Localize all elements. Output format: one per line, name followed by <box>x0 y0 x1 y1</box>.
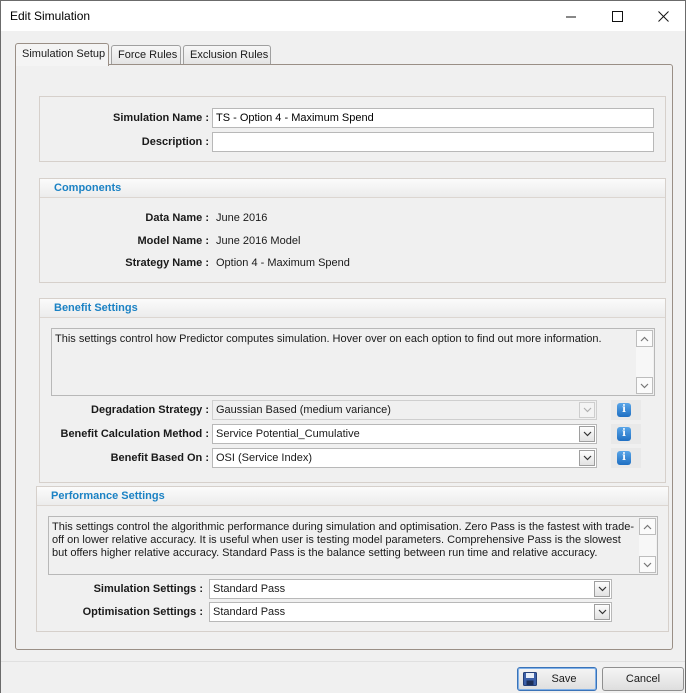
components-heading: Components <box>54 182 122 194</box>
dropdown-button[interactable] <box>579 426 595 442</box>
performance-settings-group <box>36 486 669 632</box>
scroll-up-icon <box>640 336 649 342</box>
benefit-settings-group <box>39 298 666 483</box>
chevron-down-icon <box>598 609 607 615</box>
benefit-settings-header <box>40 299 665 318</box>
degradation-strategy-label: Degradation Strategy : <box>91 404 209 416</box>
dropdown-button[interactable] <box>594 581 610 597</box>
benefit-settings-heading: Benefit Settings <box>54 302 138 314</box>
degradation-strategy-value: Gaussian Based (medium variance) <box>216 404 391 416</box>
optimisation-settings-select[interactable] <box>209 602 612 622</box>
tab-force-rules[interactable]: Force Rules <box>111 45 181 65</box>
model-name-label: Model Name : <box>137 235 209 247</box>
strategy-name-label: Strategy Name : <box>125 257 209 269</box>
maximize-button[interactable] <box>594 1 640 31</box>
benefit-help-text[interactable] <box>51 328 655 396</box>
info-icon[interactable]: i <box>617 403 631 417</box>
performance-settings-header <box>37 487 668 506</box>
performance-settings-heading: Performance Settings <box>51 490 165 502</box>
simulation-settings-value: Standard Pass <box>213 583 286 595</box>
save-button[interactable] <box>517 667 597 691</box>
data-name-label: Data Name : <box>145 212 209 224</box>
chevron-down-icon <box>583 407 592 413</box>
title-bar <box>1 1 685 31</box>
benefit-calculation-method-label: Benefit Calculation Method : <box>60 428 209 440</box>
optimisation-settings-value: Standard Pass <box>213 606 286 618</box>
simulation-settings-select[interactable] <box>209 579 612 599</box>
dropdown-button[interactable] <box>579 450 595 466</box>
components-header <box>40 179 665 198</box>
performance-help-text[interactable] <box>48 516 658 575</box>
benefit-help-content: This settings control how Predictor computes simulation. Hover over on each option to find out more information. <box>55 333 602 345</box>
close-icon <box>658 11 669 22</box>
save-disk-icon <box>523 672 537 686</box>
dropdown-button[interactable] <box>594 604 610 620</box>
degradation-info[interactable] <box>611 400 641 420</box>
data-name-value: June 2016 <box>216 212 268 224</box>
scroll-up-button[interactable] <box>639 518 656 535</box>
simulation-name-label: Simulation Name : <box>113 112 209 124</box>
maximize-icon <box>612 11 623 22</box>
save-label: Save <box>551 673 577 685</box>
scroll-down-button[interactable] <box>636 377 653 394</box>
cancel-button[interactable] <box>602 667 684 691</box>
tab-simulation-setup[interactable]: Simulation Setup <box>15 43 109 66</box>
general-group <box>39 96 666 162</box>
minimize-icon <box>566 11 577 22</box>
dialog-footer <box>1 661 685 693</box>
info-icon[interactable]: i <box>617 427 631 441</box>
model-name-value: June 2016 Model <box>216 235 301 247</box>
benefit-help-scrollbar[interactable] <box>636 330 653 394</box>
chevron-down-icon <box>583 431 592 437</box>
dropdown-button[interactable] <box>579 402 595 418</box>
simulation-setup-panel <box>15 64 673 650</box>
scroll-down-icon <box>643 562 652 568</box>
calculation-method-info[interactable] <box>611 424 641 444</box>
benefit-calculation-method-value: Service Potential_Cumulative <box>216 428 360 440</box>
scroll-up-icon <box>643 524 652 530</box>
benefit-based-on-value: OSI (Service Index) <box>216 452 312 464</box>
cancel-label: Cancel <box>625 673 661 685</box>
description-label: Description : <box>141 136 209 148</box>
chevron-down-icon <box>598 586 607 592</box>
info-icon[interactable]: i <box>617 451 631 465</box>
description-input[interactable] <box>212 132 654 152</box>
window-title: Edit Simulation <box>10 9 91 23</box>
tab-exclusion-rules[interactable]: Exclusion Rules <box>183 45 271 65</box>
benefit-calculation-method-select[interactable] <box>212 424 597 444</box>
close-button[interactable] <box>640 1 686 31</box>
scroll-down-button[interactable] <box>639 556 656 573</box>
simulation-name-input[interactable] <box>212 108 654 128</box>
scroll-up-button[interactable] <box>636 330 653 347</box>
degradation-strategy-select[interactable] <box>212 400 597 420</box>
minimize-button[interactable] <box>548 1 594 31</box>
optimisation-settings-label: Optimisation Settings : <box>82 606 203 618</box>
scroll-down-icon <box>640 383 649 389</box>
simulation-settings-label: Simulation Settings : <box>93 583 203 595</box>
chevron-down-icon <box>583 455 592 461</box>
benefit-based-on-label: Benefit Based On : <box>110 452 209 464</box>
based-on-info[interactable] <box>611 448 641 468</box>
strategy-name-value: Option 4 - Maximum Spend <box>216 257 350 269</box>
benefit-based-on-select[interactable] <box>212 448 597 468</box>
performance-help-scrollbar[interactable] <box>639 518 656 573</box>
components-group <box>39 178 666 283</box>
performance-help-content: This settings control the algorithmic performance during simulation and optimisation. Zero Pass is the fastest with trade-off on lower relative accuracy. It is useful when user is testing model parameters. Comprehensive Pass is the slowest but offers higher relative accuracy. Standard Pass is the balance setting between run time and relative accuracy. <box>52 521 635 559</box>
